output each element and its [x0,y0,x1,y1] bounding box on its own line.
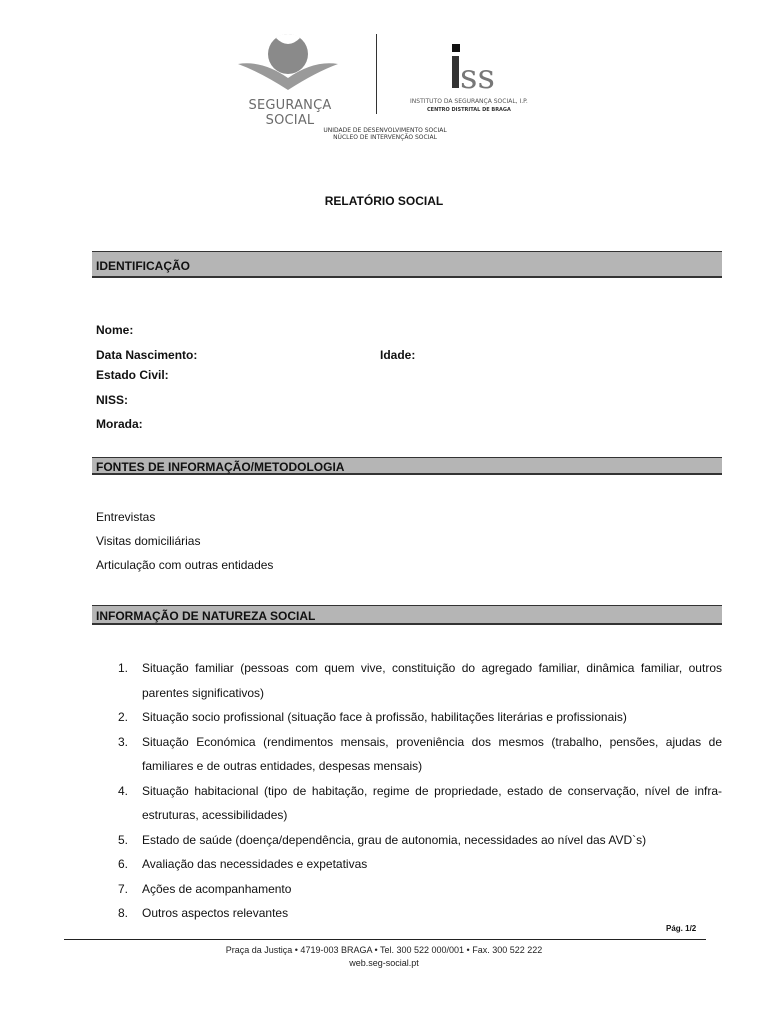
iss-logo [400,40,550,120]
svg-text:ss: ss [460,57,495,94]
section-fontes [92,457,722,475]
footer [0,944,768,970]
list-item-number: 1. [118,661,129,675]
list-item [96,730,722,779]
field-nome: Nome: [96,323,134,337]
list-item-text: Outros aspectos relevantes [142,906,289,920]
logo-brand-text: SEGURANÇA SOCIAL [248,98,332,128]
list-item-text: Ações de acompanhamento [142,881,292,896]
iss-mark-icon [444,44,500,94]
iss-caption: INSTITUTO DA SEGURANÇA SOCIAL, I.P. [410,98,528,105]
list-item-number: 3. [118,734,129,749]
field-estado-civil: Estado Civil: [96,368,169,382]
list-item-text: Avaliação das necessidades e expetativas [142,857,368,871]
fontes-item: Articulação com outras entidades [96,558,274,572]
footer-address: Praça da Justiça • 4719-003 BRAGA • Tel. 300 522 000/001 • Fax. 300 522 222 [225,945,543,955]
field-data-nascimento: Data Nascimento: [96,348,198,362]
seguranca-social-emblem-icon [232,32,348,96]
logo-divider [376,34,377,114]
field-idade: Idade: [380,348,416,362]
list-item [96,828,722,853]
list-item [96,779,722,828]
fontes-item: Visitas domiciliárias [96,534,201,548]
unit-heading [300,127,470,141]
footer-divider [64,939,706,940]
list-item [96,877,722,902]
field-morada: Morada: [96,417,143,431]
fontes-item: Entrevistas [96,510,156,524]
list-item-number: 2. [118,710,129,724]
page-number: Pág. 1/2 [666,924,697,933]
list-item-text: Estado de saúde (doença/dependência, grau de autonomia, necessidades ao nível das AVD`s) [142,832,647,847]
section-informacao [92,605,722,625]
section-informacao-label: INFORMAÇÃO DE NATUREZA SOCIAL [96,609,316,623]
list-item-number: 5. [118,832,129,847]
list-item-text: Situação familiar (pessoas com quem vive, constituição do agregado familiar, dinâmica familiar, outros parentes significativos) [142,661,722,700]
list-item-number: 6. [118,857,129,871]
seguranca-social-logo [224,32,356,128]
document-title: RELATÓRIO SOCIAL [324,194,444,208]
footer-website: web.seg-social.pt [349,958,419,968]
list-item [96,656,722,705]
list-item [96,705,722,730]
list-item-text: Situação socio profissional (situação face à profissão, habilitações literárias e profissionais) [142,710,627,724]
section-identificacao [92,251,722,278]
unit-line-2: NÚCLEO DE INTERVENÇÃO SOCIAL [333,134,437,141]
section-fontes-label: FONTES DE INFORMAÇÃO/METODOLOGIA [96,460,345,474]
list-item-number: 4. [118,783,129,798]
iss-subcaption: CENTRO DISTRITAL DE BRAGA [427,107,511,113]
social-info-list [96,656,722,926]
list-item-text: Situação Económica (rendimentos mensais, proveniência dos mesmos (trabalho, pensões, ajudas de familiares e de outras entidades, despesas mensais) [142,734,722,773]
list-item [96,852,722,877]
field-niss: NISS: [96,393,129,407]
list-item [96,901,722,926]
list-item-text: Situação habitacional (tipo de habitação, regime de propriedade, estado de conservação, nível de infra-estruturas, acessibilidades) [142,783,722,822]
list-item-number: 7. [118,881,129,896]
list-item-number: 8. [118,906,129,920]
section-identificacao-label: IDENTIFICAÇÃO [96,259,190,273]
unit-line-1: UNIDADE DE DESENVOLVIMENTO SOCIAL [323,127,447,134]
